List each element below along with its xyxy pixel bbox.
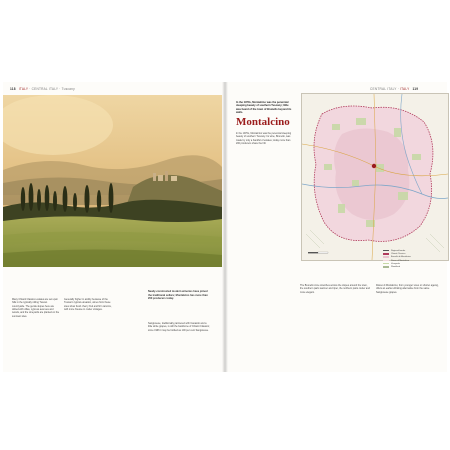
map-legend: [383, 250, 443, 269]
right-section: CENTRAL ITALY: [370, 87, 397, 91]
legend-item: Regional border: [383, 250, 443, 253]
article-title: Montalcino: [236, 116, 290, 128]
left-section: ITALY: [18, 87, 29, 91]
legend-item: Brunello di Montalcino: [383, 256, 443, 259]
landscape-illustration: [3, 95, 222, 267]
article-intro: In the 1970s, Montalcino was the perennial sleeping beauty of southern Tuscany; little was heard of the town of Brunello beyond its walls.: [236, 101, 292, 115]
lower-caption: Newly-constructed modern wineries have joined the traditional cellars; Montalcino has more than 200 producers today.: [148, 290, 208, 300]
legend-item: Vineyards: [383, 263, 443, 266]
tuscan-landscape-photo: [3, 95, 222, 267]
right-body-column-2: The Brunello zone stretches across the slopes around the town, the southern parts warmer and riper, the northern parts cooler and more elegant.: [300, 284, 370, 294]
legend-item: Woodland: [383, 266, 443, 269]
map-illustration: [302, 94, 448, 260]
right-subsection: ITALY: [400, 87, 410, 91]
left-folio: 118: [10, 87, 16, 91]
left-subsection: CENTRAL ITALY: [31, 87, 59, 91]
legend-item: Chianti Classico: [383, 253, 443, 256]
left-body-column-1: Many Chianti Classico estates are set upon hills in the typically rolling Tuscan countryside. The gentle slopes here are dotted with villas, cypress avenues and woods, and the vineyards are planted on the sunniest sites.: [12, 298, 60, 318]
left-body-column-2: Generally higher in acidity because of the Tuscan's typical elevation, wines from these sites show fresh cherry fruit and firm tannins, with more finesse in cooler vintages.: [64, 298, 112, 312]
left-body-column-3: Sangiovese, traditionally partnered with Canaiolo and a little white grapes, is still the backbone of Chianti Classico; since 1996 it may be bottled as 100 per cent Sangiovese.: [148, 322, 210, 332]
legend-item: Rosso di Montalcino: [383, 260, 443, 263]
left-running-head: 118 ITALY · CENTRAL ITALY · Tuscany: [10, 87, 75, 91]
right-body-column-3: Rosso di Montalcino, from younger vines or shorter ageing, offers an earlier-drinking alternative from the same Sangiovese grapes.: [376, 284, 439, 294]
right-folio: 119: [412, 87, 419, 91]
left-region: Tuscany: [61, 87, 75, 91]
right-running-head: CENTRAL ITALY · ITALY 119: [370, 87, 419, 91]
page-gutter: [222, 82, 228, 372]
montalcino-wine-map: [301, 93, 449, 261]
right-body-column-1: In the 1970s, Montalcino was the perennial sleeping beauty of southern Tuscany. Its wine, Brunello, was made by only a handful of estates; today more than 200 producers share the hill.: [236, 132, 292, 146]
